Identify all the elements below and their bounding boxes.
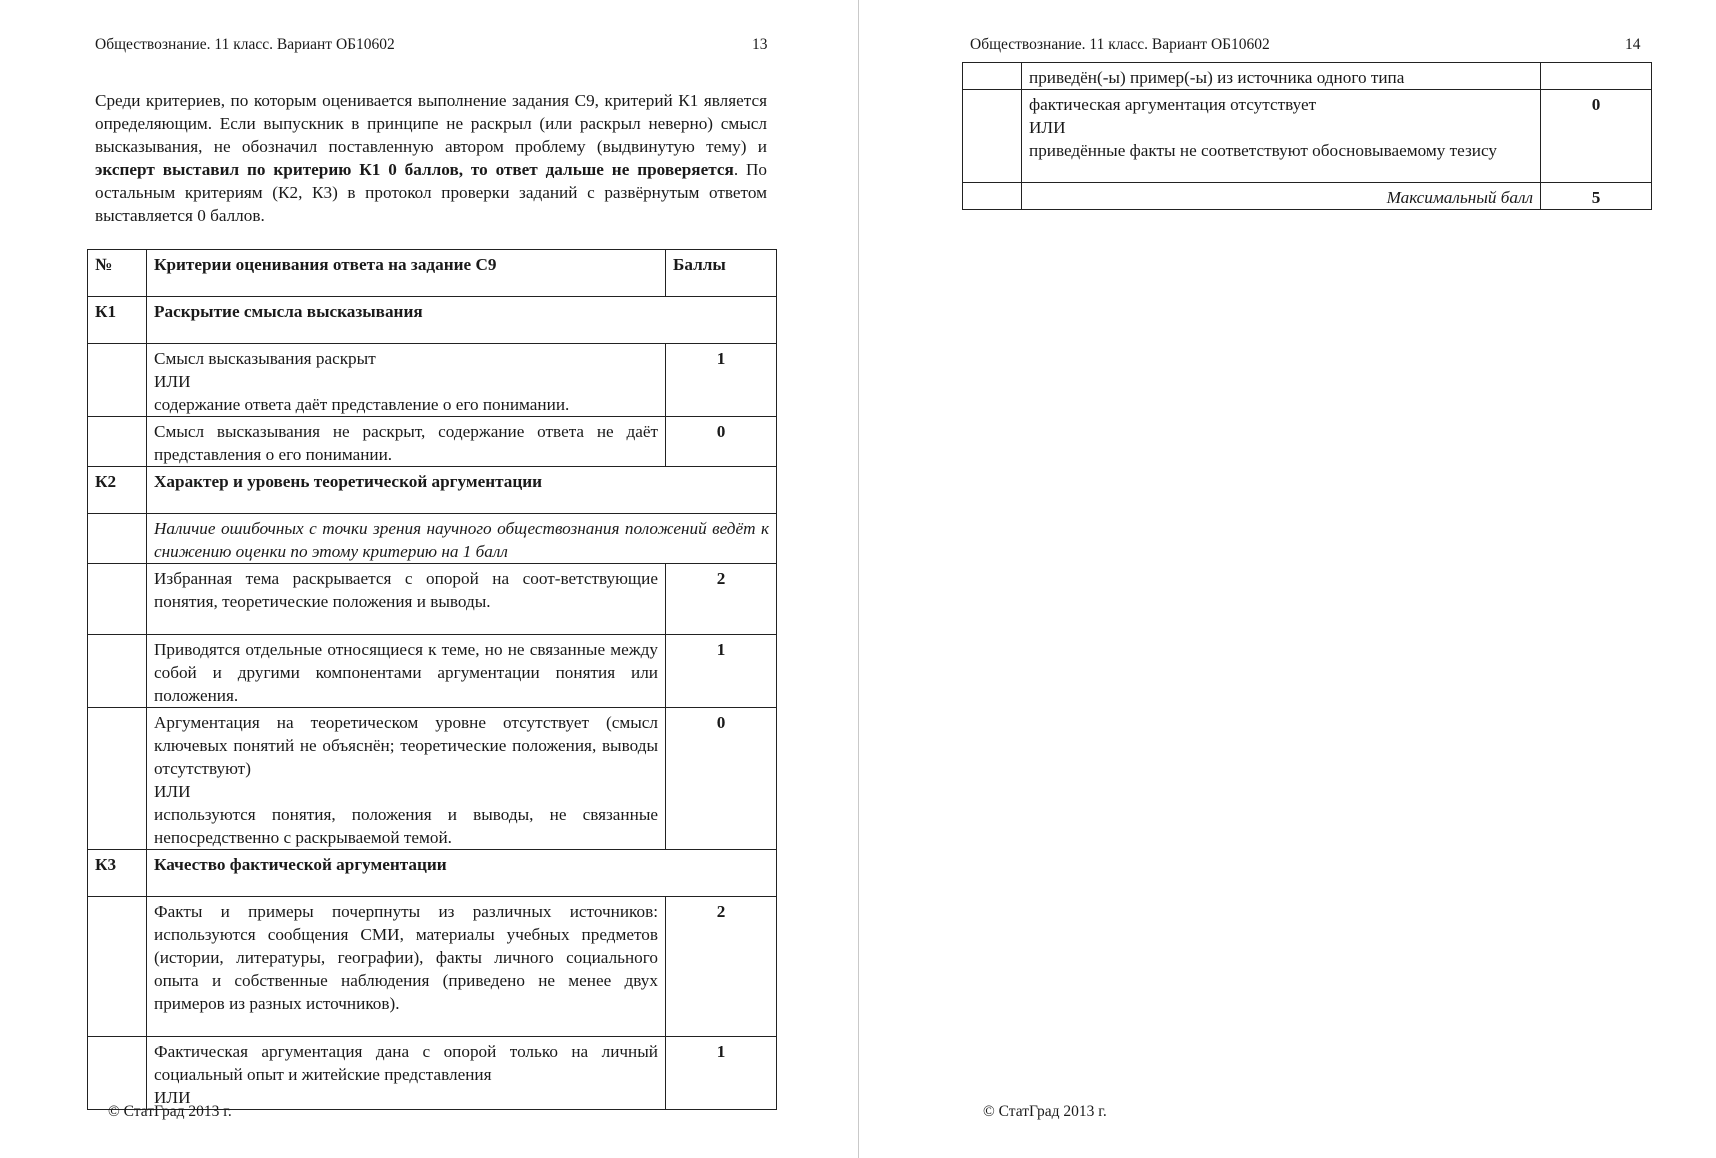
score: 0: [1541, 90, 1652, 183]
criterion-text: [147, 708, 666, 850]
k3-num: К3: [88, 850, 147, 897]
table-row: [963, 90, 1652, 183]
page-header: Обществознание. 11 класс. Вариант ОБ10602: [970, 36, 1270, 53]
k2-title-row: [88, 467, 777, 514]
score: 1: [666, 1037, 777, 1110]
header-num: №: [88, 250, 147, 297]
score: 0: [666, 417, 777, 467]
k2-num: К2: [88, 467, 147, 514]
page-footer: © СтатГрад 2013 г.: [983, 1103, 1107, 1120]
score: 0: [666, 708, 777, 850]
criterion-text: Избранная тема раскрывается с опорой на соот-ветствующие понятия, теоретические положения и выводы.: [147, 564, 666, 635]
or-label: ИЛИ: [1029, 118, 1066, 137]
page-header: Обществознание. 11 класс. Вариант ОБ10602: [95, 36, 395, 53]
criterion-line: Смысл высказывания раскрыт: [154, 349, 376, 368]
criteria-table-continued: [962, 62, 1652, 210]
criterion-line: используются понятия, положения и выводы, не связанные непосредственно с раскрываемой темой.: [154, 805, 658, 847]
table-row: [88, 635, 777, 708]
criterion-line: Фактическая аргументация дана с опорой только на личный социальный опыт и житейские представления: [154, 1042, 658, 1084]
criterion-text: приведён(-ы) пример(-ы) из источника одного типа: [1022, 63, 1541, 90]
table-header-row: [88, 250, 777, 297]
criterion-text: Факты и примеры почерпнуты из различных источников: используются сообщения СМИ, материалы учебных предметов (истории, литературы, географии), факты личного социального опыта и собственные наблюдения (приведено не менее двух примеров из разных источников).: [147, 897, 666, 1037]
criterion-line: фактическая аргументация отсутствует: [1029, 95, 1317, 114]
criterion-line: Аргументация на теоретическом уровне отсутствует (смысл ключевых понятий не объяснён; теоретические положения, выводы отсутствуют): [154, 713, 658, 778]
criterion-line: содержание ответа даёт представление о его понимании.: [154, 395, 570, 414]
table-row: [88, 1037, 777, 1110]
table-row: [88, 564, 777, 635]
or-label: ИЛИ: [154, 782, 191, 801]
criterion-text: [147, 1037, 666, 1110]
max-score-row: [963, 183, 1652, 210]
header-criteria: Критерии оценивания ответа на задание С9: [147, 250, 666, 297]
k2-note: Наличие ошибочных с точки зрения научного обществознания положений ведёт к снижению оценки по этому критерию на 1 балл: [147, 514, 777, 564]
k1-num: К1: [88, 297, 147, 344]
criterion-text: [147, 344, 666, 417]
k3-title-row: [88, 850, 777, 897]
table-row: [88, 897, 777, 1037]
k1-title-row: [88, 297, 777, 344]
intro-paragraph: [95, 89, 767, 227]
table-row: [88, 417, 777, 467]
max-score-value: 5: [1541, 183, 1652, 210]
score: 2: [666, 897, 777, 1037]
k1-title: Раскрытие смысла высказывания: [147, 297, 777, 344]
page-14: [859, 0, 1716, 1158]
score: 2: [666, 564, 777, 635]
table-row: [88, 514, 777, 564]
page-footer: © СтатГрад 2013 г.: [108, 1103, 232, 1120]
criteria-table: [87, 249, 777, 1110]
k2-title: Характер и уровень теоретической аргументации: [147, 467, 777, 514]
or-label: ИЛИ: [154, 1088, 191, 1107]
table-row: [963, 63, 1652, 90]
intro-bold-text: эксперт выставил по критерию К1 0 баллов, то ответ дальше не проверяется: [95, 160, 734, 179]
intro-text-end: . По остальным критериям (К2, К3) в протокол проверки заданий с развёрнутым ответом выставляется 0 баллов.: [95, 160, 767, 225]
table-row: [88, 344, 777, 417]
page-number: 13: [752, 36, 768, 53]
score: 1: [666, 344, 777, 417]
header-score: Баллы: [666, 250, 777, 297]
criterion-text: Приводятся отдельные относящиеся к теме, но не связанные между собой и другими компонентами аргументации понятия или положения.: [147, 635, 666, 708]
table-row: [88, 708, 777, 850]
max-score-label: Максимальный балл: [1022, 183, 1541, 210]
criterion-line: приведённые факты не соответствуют обосновываемому тезису: [1029, 141, 1497, 160]
k3-title: Качество фактической аргументации: [147, 850, 777, 897]
score: 1: [666, 635, 777, 708]
criterion-text: Смысл высказывания не раскрыт, содержание ответа не даёт представления о его понимании.: [147, 417, 666, 467]
or-label: ИЛИ: [154, 372, 191, 391]
intro-text: Среди критериев, по которым оценивается выполнение задания С9, критерий К1 является определяющим. Если выпускник в принципе не раскрыл (или раскрыл неверно) смысл высказывания, не обозначил поставленную автором проблему (выдвинутую тему) и: [95, 91, 767, 156]
page-number: 14: [1625, 36, 1641, 53]
criterion-text: [1022, 90, 1541, 183]
